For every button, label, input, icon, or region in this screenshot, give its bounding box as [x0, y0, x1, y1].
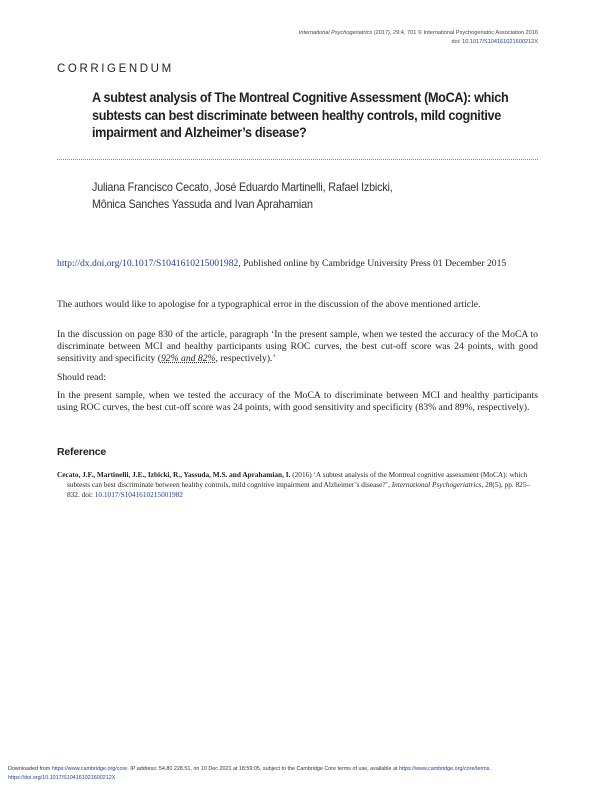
footer-doi-link[interactable]: https://doi.org/10.1017/S104161021600212X	[8, 774, 116, 781]
author-line-1: Juliana Francisco Cecato, José Eduardo Martinelli, Rafael Izbicki,	[92, 181, 393, 194]
reference-authors: Cecato, J.F., Martinelli, J.E., Izbicki, R., Yassuda, M.S. and Aprahamian, I.	[57, 470, 291, 479]
journal-name: International Psychogeriatrics	[298, 30, 373, 36]
journal-doi-line	[238, 38, 538, 47]
journal-header	[238, 29, 538, 46]
original-text-end: , respectively).’	[215, 352, 276, 364]
body-paragraph-should-read: Should read:	[57, 372, 106, 383]
body-paragraph-original-text	[57, 329, 538, 364]
published-online-text: , Published online by Cambridge University Press 01 December 2015	[238, 258, 507, 269]
footer-core-link[interactable]: https://www.cambridge.org/core	[51, 766, 128, 772]
download-footer	[8, 765, 588, 782]
publication-info	[57, 258, 538, 270]
article-title: A subtest analysis of The Montreal Cognitive Assessment (MoCA): which subtests can best discriminate between healthy controls, mild cognitive impairment and Alzheimer’s disease?	[92, 90, 509, 140]
reference-heading: Reference	[57, 446, 106, 458]
erroneous-values: 92% and 82%	[160, 352, 216, 364]
reference-journal: International Psychogeriatrics	[391, 479, 482, 489]
footer-terms-link[interactable]: https://www.cambridge.org/core/terms	[398, 766, 490, 772]
footer-ip-text: . IP address: 54.80.228.51, on 10 Dec 2021 at 18:59:05, subject to the Cambridge Core terms of use, available at	[127, 766, 399, 772]
doi-prefix: doi:	[451, 38, 461, 45]
section-label: CORRIGENDUM	[57, 63, 174, 75]
footer-downloaded-from: Downloaded from	[8, 766, 52, 772]
original-text-start: In the discussion on page 830 of the article, paragraph ‘In the present sample, when we tested the accuracy of the MoCA to discriminate between MCI and healthy participants using ROC curves, the best cut-off score was 24 points, with good sensitivity and specificity (	[57, 329, 538, 364]
journal-citation: (2017), 29:4, 701 © International Psychogeriatric Association 2016	[372, 30, 538, 36]
author-list	[92, 179, 483, 213]
footer-period: .	[489, 766, 491, 772]
header-doi-link[interactable]: 10.1017/S104161021600212X	[462, 38, 538, 45]
reference-title: (2016) ‘A subtest analysis of the Montreal cognitive assessment (MoCA): which subtests can best discriminate between healthy controls, mild cognitive impairment and Alzheimer’s disease?’,	[67, 470, 528, 489]
footer-line-1	[8, 765, 588, 774]
journal-citation-line	[238, 29, 538, 38]
reference-doi-link[interactable]: 10.1017/S1041610215001982	[94, 489, 183, 499]
body-paragraph-apology: The authors would like to apologise for a typographical error in the discussion of the above mentioned article.	[57, 299, 481, 310]
footer-line-2	[8, 774, 588, 783]
title-divider	[57, 159, 538, 160]
original-article-doi-link[interactable]: http://dx.doi.org/10.1017/S1041610215001982	[57, 258, 239, 269]
body-paragraph-corrected-text: In the present sample, when we tested the accuracy of the MoCA to discriminate between MCI and healthy participants using ROC curves, the best cut-off score was 24 points, with good sensitivity and specificity (83% and 89%, respectively).	[57, 390, 538, 413]
reference-entry	[57, 470, 537, 500]
author-line-2: Mônica Sanches Yassuda and Ivan Aprahamian	[92, 198, 313, 211]
reference-details: , 28(5), pp. 825–832. doi:	[67, 479, 531, 499]
